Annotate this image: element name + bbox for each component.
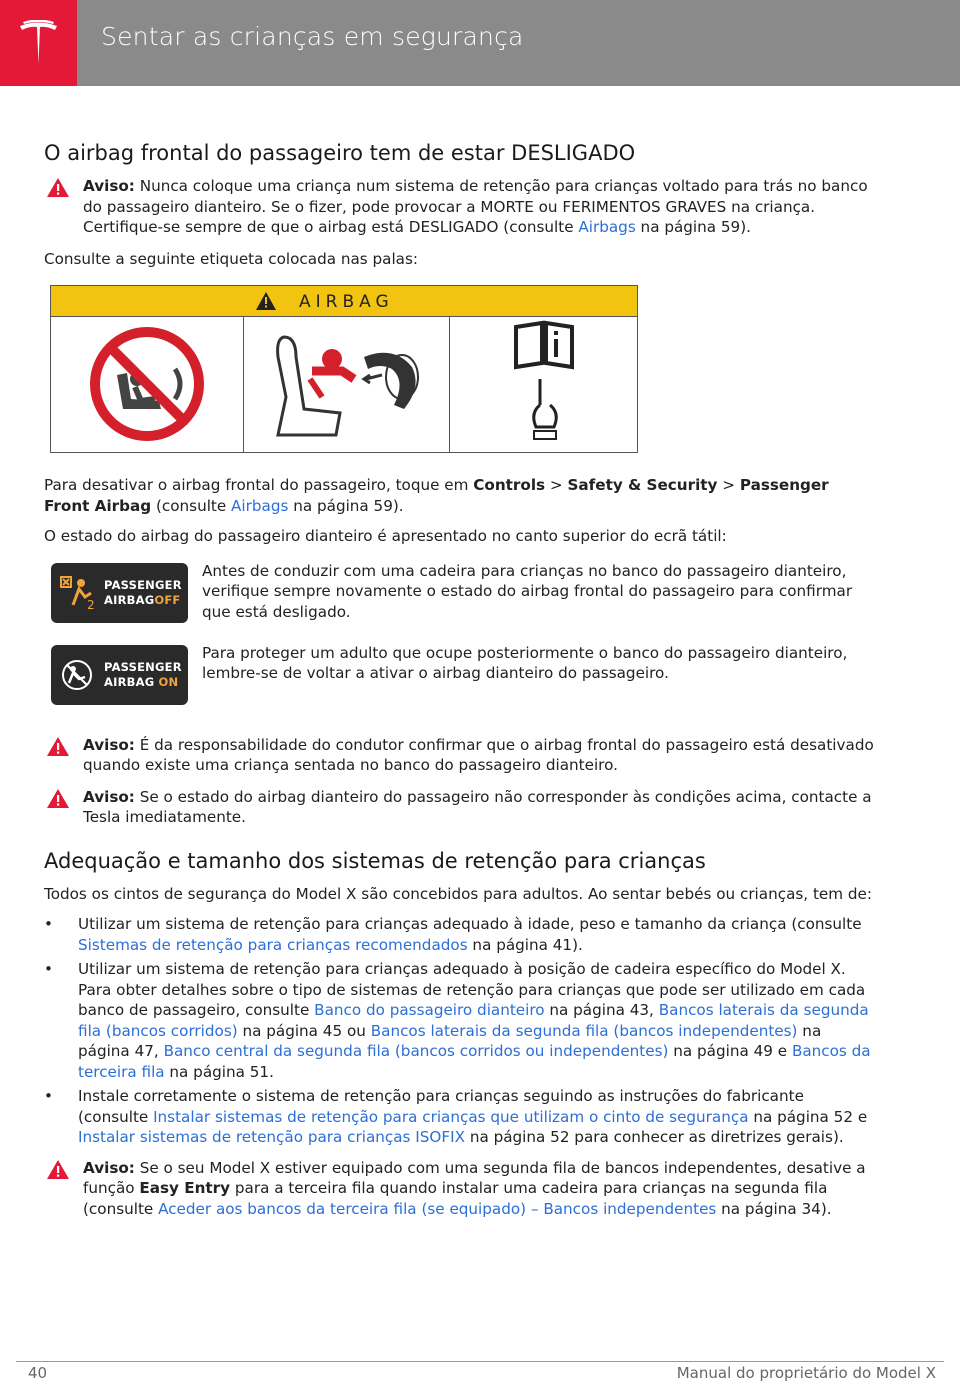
list-text: Instale corretamente o sistema de retenção para crianças seguindo as instruções do fabricante (consulte — [78, 1087, 804, 1126]
status-row-on — [44, 639, 874, 735]
airbag-on-icon — [59, 657, 99, 693]
warning-text-end: na página 34). — [716, 1199, 832, 1218]
disable-airbag-instructions — [44, 475, 874, 516]
badge-state-on: ON — [158, 674, 179, 689]
badge-line2: AIRBAG — [104, 674, 159, 689]
warning-icon — [46, 1159, 70, 1180]
list-text: na página 52 para conhecer as diretrizes gerais). — [465, 1128, 844, 1146]
link-second-row-center[interactable]: Banco central da segunda fila (bancos corridos ou independentes) — [163, 1042, 669, 1060]
label-intro: Consulte a seguinte etiqueta colocada nas palas: — [44, 249, 419, 268]
link-airbags[interactable]: Airbags — [231, 496, 289, 515]
list-text: na página 41). — [467, 935, 583, 954]
disable-text-end: na página 59). — [288, 496, 404, 515]
warning-label: Aviso: — [83, 735, 135, 754]
warning-label: Aviso: — [83, 177, 135, 195]
link-third-row[interactable]: Bancos da terceira fila — [78, 1042, 871, 1081]
section-intro: Todos os cintos de segurança do Model X são concebidos para adultos. Ao sentar bebés ou crianças, tem de: — [44, 884, 872, 903]
warning-note — [44, 1158, 874, 1220]
separator: > — [545, 476, 568, 494]
airbag-label-bar — [51, 286, 637, 317]
warning-text: para a terceira fila quando instalar uma cadeira para crianças na segunda fila (consulte — [83, 1179, 828, 1218]
link-front-passenger-seat[interactable]: Banco do passageiro dianteiro — [314, 1001, 545, 1019]
list-item — [44, 1086, 874, 1148]
warning-text: Nunca coloque uma criança num sistema de retenção para crianças voltado para trás no banco do passageiro dianteiro. Se o fizer, pode provocar a MORTE ou FERIMENTOS GRAVES na criança. Certifique-se sempre de que o airbag está DESLIGADO (consulte — [83, 177, 868, 236]
menu-safety-security: Safety & Security — [567, 476, 718, 494]
requirements-list — [44, 914, 874, 1148]
warning-text: É da responsabilidade do condutor confirmar que o airbag frontal do passageiro está desativado quando existe uma criança sentada no banco do passageiro dianteiro. — [83, 735, 874, 774]
separator: > — [717, 476, 740, 494]
warning-label: Aviso: — [83, 787, 135, 806]
menu-passenger-front-airbag: Passenger Front Airbag — [44, 476, 829, 515]
list-text: na página 49 e — [668, 1042, 792, 1060]
warning-icon — [46, 177, 70, 198]
warning-icon — [46, 736, 70, 757]
passenger-airbag-on-badge — [51, 645, 188, 705]
warning-text: Se o estado do airbag dianteiro do passageiro não corresponder às condições acima, contacte a Tesla imediatamente. — [83, 787, 872, 826]
list-text: Utilizar um sistema de retenção para crianças adequado à posição de cadeira específico do Model X. Para obter detalhes sobre o tipo de sistemas de retenção para crianças que pode ser utilizado em cada banco de passageiro, consulte — [78, 960, 866, 1019]
warning-text: Se o seu Model X estiver equipado com uma segunda fila de bancos independentes, desative a função — [83, 1158, 866, 1197]
status-on-text: Para proteger um adulto que ocupe posteriormente o banco do passageiro dianteiro, lembre-se de voltar a ativar o airbag dianteiro do passageiro. — [202, 643, 848, 682]
badge-line1: PASSENGER — [104, 577, 182, 592]
warning-icon — [255, 291, 277, 311]
list-text: na página 43, — [544, 1001, 659, 1019]
section-heading-suitability: Adequação e tamanho dos sistemas de retenção para crianças — [44, 848, 706, 873]
warning-note — [44, 176, 874, 238]
link-third-row-access[interactable]: Aceder aos bancos da terceira fila (se equipado) – Bancos independentes — [158, 1199, 717, 1218]
warning-note — [44, 735, 874, 776]
link-install-seatbelt[interactable]: Instalar sistemas de retenção para crianças que utilizam o cinto de segurança — [153, 1107, 749, 1126]
page-number: 40 — [28, 1364, 48, 1382]
link-second-row-captain[interactable]: Bancos laterais da segunda fila (bancos independentes) — [370, 1021, 798, 1040]
menu-controls: Controls — [473, 476, 546, 494]
list-text: na página 45 ou — [237, 1021, 371, 1040]
status-off-text: Antes de conduzir com uma cadeira para crianças no banco do passageiro dianteiro, verifique sempre novamente o estado do airbag frontal do passageiro para confirmar que está desligado. — [202, 561, 853, 621]
list-item — [44, 959, 874, 1082]
footer-divider — [16, 1361, 944, 1362]
disable-text: Para desativar o airbag frontal do passageiro, toque em — [44, 476, 474, 494]
status-row-off — [44, 557, 874, 639]
badge-state-off: OFF — [154, 592, 181, 607]
link-install-isofix[interactable]: Instalar sistemas de retenção para crianças ISOFIX — [78, 1128, 465, 1146]
passenger-airbag-off-badge — [51, 563, 188, 623]
section-heading-airbag-off: O airbag frontal do passageiro tem de estar DESLIGADO — [44, 141, 636, 165]
easy-entry: Easy Entry — [139, 1179, 231, 1197]
disable-text: (consulte — [151, 496, 232, 515]
badge-line2: AIRBAG — [104, 592, 155, 607]
page-header — [0, 0, 960, 86]
no-rear-facing-seat-pictogram — [51, 317, 244, 452]
link-second-row-bench[interactable]: Bancos laterais da segunda fila (bancos corridos) — [78, 1001, 869, 1040]
link-airbags[interactable]: Airbags — [578, 218, 636, 236]
warning-note — [44, 787, 874, 828]
link-recommended-restraints[interactable]: Sistemas de retenção para crianças recomendados — [78, 935, 468, 954]
list-text: na página 47, — [78, 1021, 822, 1060]
manual-title: Manual do proprietário do Model X — [676, 1364, 936, 1382]
airbag-label-text: AIRBAG — [299, 292, 394, 312]
warning-label: Aviso: — [83, 1158, 135, 1177]
airbag-off-icon — [59, 575, 99, 611]
list-text: na página 52 e — [748, 1107, 868, 1126]
warning-icon — [46, 788, 70, 809]
airbag-deploy-pictogram — [244, 317, 450, 452]
status-intro: O estado do airbag do passageiro dianteiro é apresentado no canto superior do ecrã tátil: — [44, 527, 727, 545]
list-text: na página 51. — [164, 1062, 274, 1081]
read-manual-pictogram — [450, 317, 637, 452]
page-header-title: Sentar as crianças em segurança — [101, 22, 524, 51]
list-text: Utilizar um sistema de retenção para crianças adequado à idade, peso e tamanho da criança (consulte — [78, 915, 862, 933]
svg-text:2: 2 — [87, 597, 95, 611]
tesla-logo — [0, 0, 77, 86]
list-item — [44, 914, 874, 955]
badge-line1: PASSENGER — [104, 659, 182, 674]
airbag-warning-label-image — [50, 285, 638, 453]
main-content — [44, 140, 874, 1230]
warning-text-end: na página 59). — [635, 218, 751, 236]
